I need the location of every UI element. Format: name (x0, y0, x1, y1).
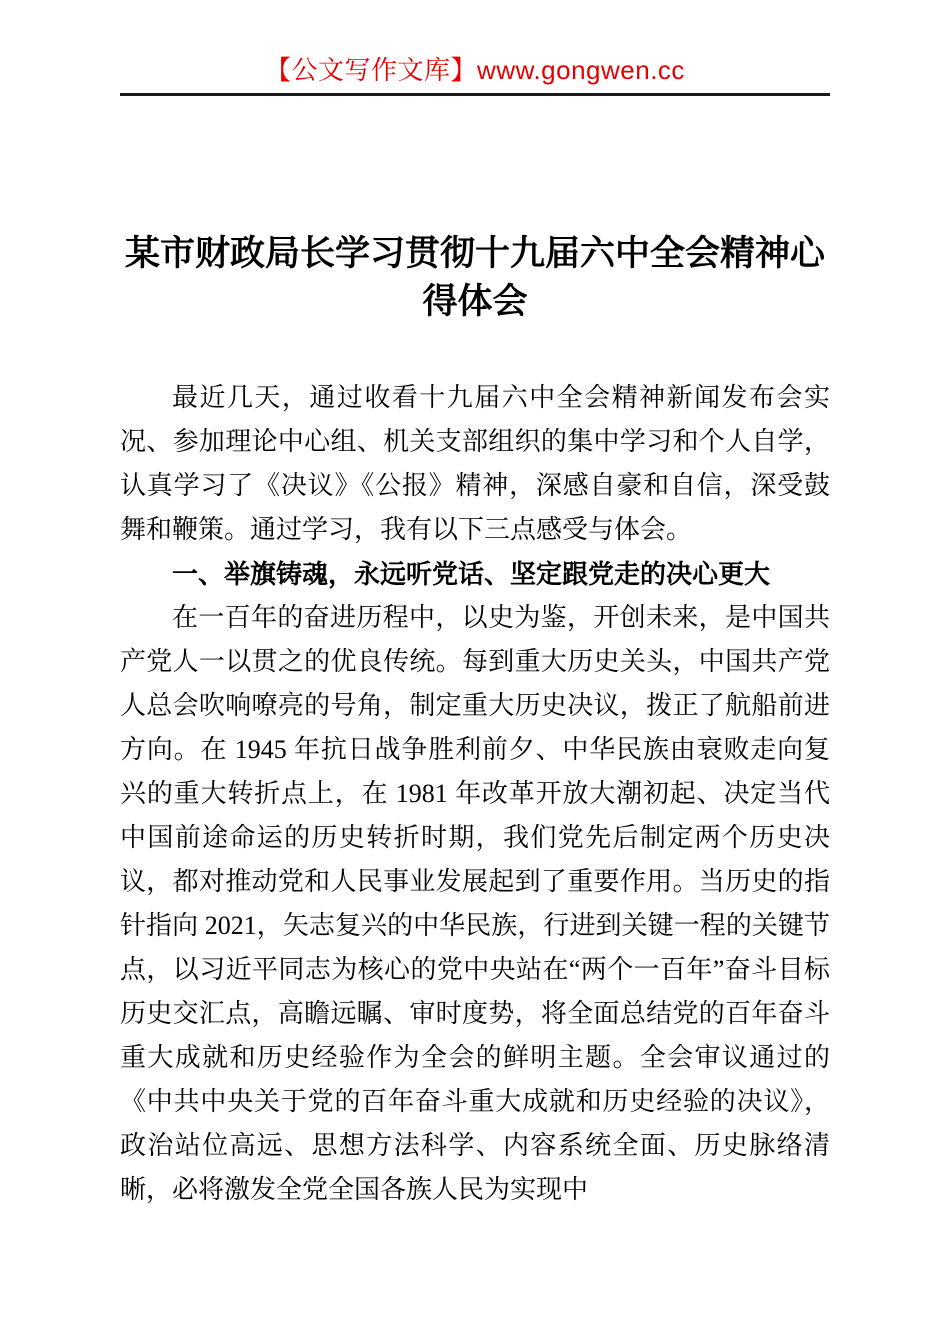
paragraph-body-1: 在一百年的奋进历程中，以史为鉴，开创未来，是中国共产党人一以贯之的优良传统。每到重大历史关头，中国共产党人总会吹响嘹亮的号角，制定重大历史决议，拨正了航船前进方向。在 1945 年抗日战争胜利前夕、中华民族由衰败走向复兴的重大转折点上，在 1981 年改革开放大潮初起、决定当代中国前途命运的历史转折时期，我们党先后制定两个历史决议，都对推动党和人民事业发展起到了重要作用。当历史的指针指向 2021，矢志复兴的中华民族，行进到关键一程的关键节点，以习近平同志为核心的党中央站在“两个一百年”奋斗目标历史交汇点，高瞻远瞩、审时度势，将全面总结党的百年奋斗重大成就和历史经验作为全会的鲜明主题。全会审议通过的《中共中央关于党的百年奋斗重大成就和历史经验的决议》，政治站位高远、思想方法科学、内容系统全面、历史脉络清晰，必将激发全党全国各族人民为实现中 (120, 603, 830, 1204)
document-title: 某市财政局长学习贯彻十九届六中全会精神心得体会 (124, 234, 825, 321)
header-divider-rule (120, 93, 830, 96)
section-heading-1: 一、举旗铸魂，永远听党话、坚定跟党走的决心更大 (172, 559, 771, 589)
paragraph-intro: 最近几天，通过收看十九届六中全会精神新闻发布会实况、参加理论中心组、机关支部组织的集中学习和个人自学，认真学习了《决议》《公报》精神，深感自豪和自信，深受鼓舞和鞭策。通过学习，我有以下三点感受与体会。 (120, 383, 830, 544)
site-brand-text: 【公文写作文库】www.gongwen.cc (265, 55, 685, 85)
site-header (120, 0, 830, 86)
